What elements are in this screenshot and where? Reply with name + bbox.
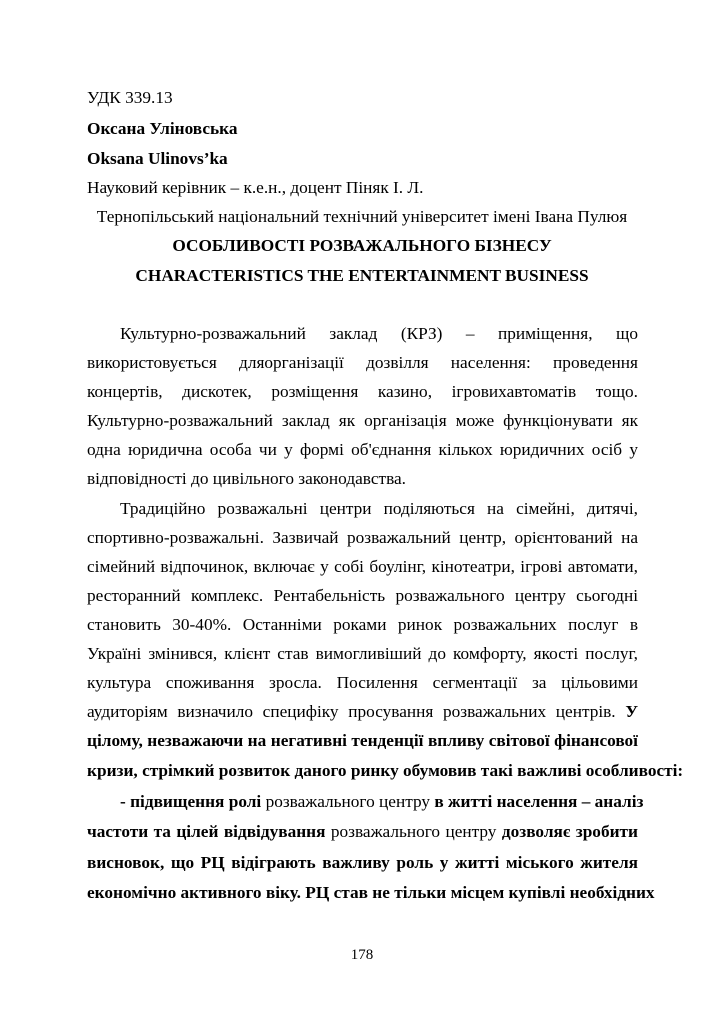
paragraph-2-line-3: сімейний відпочинок, включає у собі боулінг, кінотеатри, ігрові автомати, [87, 557, 638, 576]
paragraph-1-line-6: відповідності до цивільного законодавства. [87, 469, 406, 488]
paragraph-2-line-6: Україні змінився, клієнт став вимогливіший до комфорту, якості послуг, [87, 644, 638, 663]
paragraph-1-line-2: використовується дляорганізації дозвілля населення: проведення [87, 353, 638, 372]
affiliation-line: Тернопільський національний технічний університет імені Івана Пулюя [96, 207, 628, 226]
title-uk: ОСОБЛИВОСТІ РОЗВАЖАЛЬНОГО БІЗНЕСУ [172, 236, 552, 255]
author-name-uk: Оксана Уліновська [87, 119, 238, 138]
paragraph-1-line-3: концертів, дискотек, розміщення казино, ігровихавтоматів тощо. [87, 382, 638, 401]
title-en: CHARACTERISTICS THE ENTERTAINMENT BUSINESS [135, 266, 589, 285]
paragraph-3-line-1 [120, 792, 644, 812]
page-number: 178 [350, 947, 374, 963]
udc-code: УДК 339.13 [87, 88, 173, 107]
paragraph-3-line-2-text: розважального центру [330, 822, 497, 841]
paragraph-3-line-2 [87, 822, 638, 842]
paragraph-3-line-1-text: розважального центру [265, 792, 431, 811]
paragraph-2-line-1: Традиційно розважальні центри поділяються на сімейні, дитячі, [120, 499, 638, 518]
paragraph-2-line-8-text: аудиторіям визначило специфіку просування розважальних центрів. [87, 702, 616, 721]
paragraph-1-line-1: Культурно-розважальний заклад (КРЗ) – приміщення, що [120, 324, 638, 343]
paragraph-3-line-2-bold-a: частоти та цілей відвідування [87, 822, 326, 841]
paragraph-3-line-4: економічно активного віку. РЦ став не тільки місцем купівлі необхідних [87, 883, 655, 902]
paragraph-2-line-7: культура споживання зросла. Посилення сегментації за цільовими [87, 673, 638, 692]
author-name-en: Oksana Ulinovs’ka [87, 149, 228, 168]
paragraph-2-line-2: спортивно-розважальні. Зазвичай розважальний центр, орієнтований на [87, 528, 638, 547]
paragraph-2-line-4: ресторанний комплекс. Рентабельність розважального центру сьогодні [87, 586, 638, 605]
paragraph-2-line-10: кризи, стрімкий розвиток даного ринку обумовив такі важливі особливості: [87, 761, 684, 780]
paragraph-3-line-3: висновок, що РЦ відіграють важливу роль у житті міського жителя [87, 853, 638, 872]
paragraph-3-line-1-bold-b: в житті населення – аналіз [434, 792, 644, 811]
paragraph-2-line-8 [87, 702, 638, 722]
paragraph-1-line-5: одна юридична особа чи у формі об'єднання кількох юридичних осіб у [87, 440, 638, 459]
paragraph-3-line-2-bold-b: дозволяє зробити [501, 822, 638, 841]
paragraph-1-line-4: Культурно-розважальний заклад як організація може функціонувати як [87, 411, 638, 430]
paragraph-2-line-9: цілому, незважаючи на негативні тенденції впливу світової фінансової [87, 731, 638, 750]
paragraph-2-line-5: становить 30-40%. Останніми роками ринок розважальних послуг в [87, 615, 638, 634]
supervisor-line: Науковий керівник – к.е.н., доцент Піняк І. Л. [87, 178, 424, 197]
paragraph-3-line-1-bold-a: - підвищення ролі [120, 792, 262, 811]
paragraph-2-line-8-bold: У [625, 702, 638, 721]
